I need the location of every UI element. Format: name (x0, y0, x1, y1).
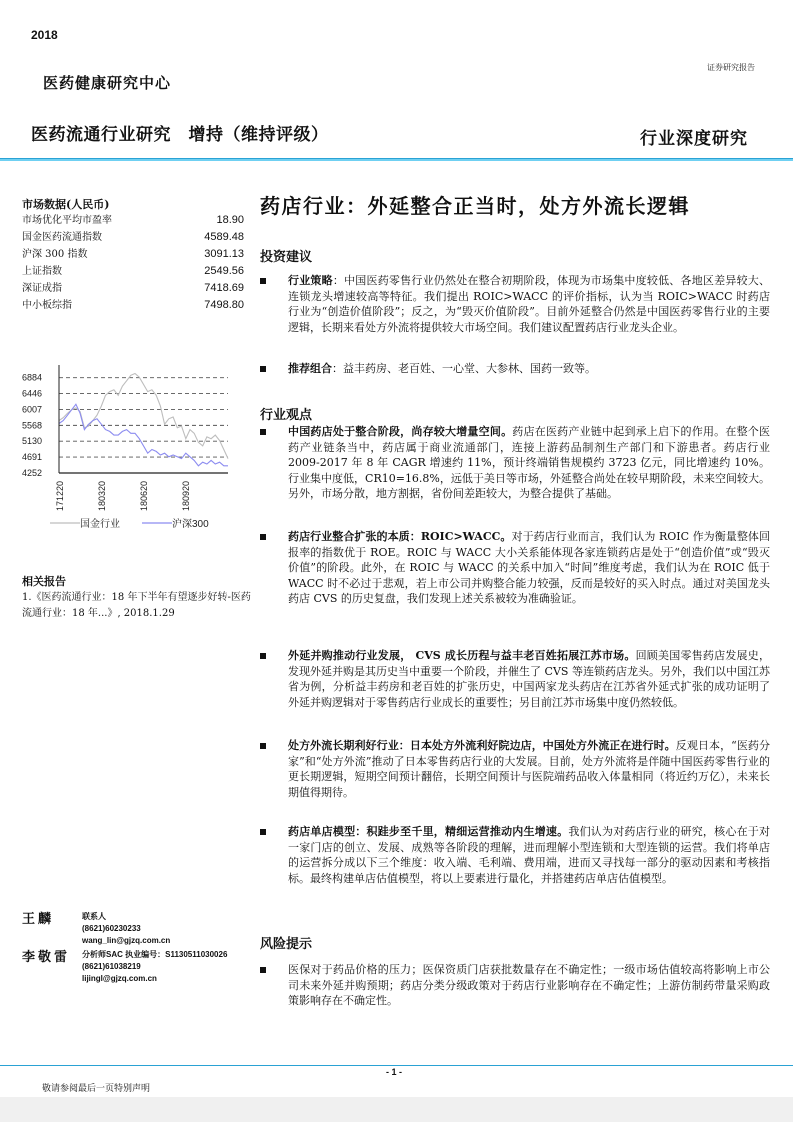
svg-text:6884: 6884 (22, 372, 43, 383)
market-data-value: 3091.13 (204, 248, 244, 260)
bullet-text: 对于药店行业而言，我们认为 ROIC 作为衡量整体回报率的指数优于 ROE。ROIC 与 WACC 大小关系能体现各家连锁药店是处于“创造价值”或“毁灭价值”的阶段。此外，在 ROIC 与 WACC 的关系中加入“时间”维度考虑，我们认为在 ROIC 低于 WACC 时不必过于悲观，若上市公司并购整合能力较强，反而是较好的买入时点。通过对美国龙头药店 CVS 的历史复盘，我们发现上述关系被较为准确验证。 (288, 530, 770, 605)
footer-divider (0, 1065, 793, 1066)
bullet-sep: ： (332, 274, 345, 287)
market-data-value: 4589.48 (204, 231, 244, 243)
bullet-square-icon (260, 829, 266, 835)
market-data-row (22, 297, 244, 314)
chart-series (59, 374, 228, 466)
footer-disclaimer: 敬请参阅最后一页特别声明 (42, 1084, 151, 1094)
bullet-square-icon (260, 278, 266, 284)
bullet-lead: 外延并购推动行业发展， CVS 成长历程与益丰老百姓拓展江苏市场。 (288, 649, 636, 662)
analyst-name: 李敬雷 (22, 950, 71, 965)
bullet-text: 中国医药零售行业仍然处在整合初期阶段，体现为市场集中度较低、各地区差异较大、连锁龙头增速较高等特征。我们提出 ROIC>WACC 的评价指标，认为当 ROIC>WACC 时药店行业为“创造价值阶段”；反之，为“毁灭价值阶段”。目前外延整合仍然是中国医药零售行业的主要逻辑，长期来看处方外流将提供较大市场空间。我们建议配置药店行业龙头企业。 (288, 274, 771, 334)
analyst-role: 分析师SAC 执业编号：S1130511030026 (82, 950, 228, 959)
legend-label-guojin: 国金行业 (80, 519, 120, 530)
report-year: 2018 (31, 28, 58, 42)
related-reports-title: 相关报告 (22, 575, 66, 588)
analyst-phone: (8621)61038219 (82, 962, 141, 971)
svg-text:180320: 180320 (97, 480, 107, 511)
market-data-row (22, 263, 244, 280)
svg-text:5568: 5568 (22, 420, 43, 431)
market-data-label: 中小板综指 (22, 300, 72, 311)
svg-text:4691: 4691 (22, 452, 43, 463)
index-comparison-chart (22, 355, 247, 535)
analyst-info (82, 949, 227, 985)
analyst-phone: (8621)60230233 (82, 924, 141, 933)
section-heading-risk: 风险提示 (260, 937, 313, 952)
svg-text:6446: 6446 (22, 388, 43, 399)
bullet-item (260, 738, 770, 800)
report-type-label: 证券研究报告 (707, 63, 755, 72)
bullet-text: 医保对于药品价格的压力；医保资质门店获批数量存在不确定性；一级市场估值较高将影响上市公司未来外延并购预期；药店分类分级政策对于药店行业影响存在不确定性；上游仿制药带量采购政策影响存在不确定性。 (288, 963, 770, 1007)
market-data-value: 18.90 (216, 214, 244, 226)
svg-text:180620: 180620 (139, 480, 149, 511)
bullet-item (260, 824, 770, 886)
market-data-title: 市场数据(人民币) (22, 198, 110, 211)
market-data-label: 深证成指 (22, 283, 62, 294)
market-data-value: 2549.56 (204, 265, 244, 277)
bullet-text: 我们认为对药店行业的研究，核心在于对一家门店的创立、发展、成熟等各阶段的理解，进而理解小型连锁和大型连锁的运营。我们将单店的运营拆分成以下三个维度：收入端、毛利端、费用端，进而又寻找每一部分的驱动因素和考核指标。最终构建单店估值模型，将以上要素进行量化，并搭建药店单店估值模型。 (288, 825, 771, 885)
line-chart-canvas (22, 355, 247, 535)
bullet-lead: 处方外流长期利好行业：日本处方外流利好院边店，中国处方外流正在进行时。 (288, 739, 676, 752)
bullet-lead: 中国药店处于整合阶段，尚存较大增量空间。 (288, 425, 513, 438)
bullet-item (260, 962, 770, 1009)
bullet-item (260, 529, 770, 607)
bullet-sep: ： (332, 362, 343, 375)
page-bottom-margin (0, 1097, 793, 1122)
svg-text:4252: 4252 (22, 468, 43, 478)
bullet-square-icon (260, 534, 266, 540)
market-data-label: 市场优化平均市盈率 (22, 215, 112, 226)
market-data-label: 国金医药流通指数 (22, 232, 102, 243)
market-data-table (22, 212, 244, 314)
page-number: - 1 - (386, 1067, 403, 1077)
market-data-row (22, 212, 244, 229)
analyst-email[interactable]: wang_lin@gjzq.com.cn (82, 936, 171, 945)
bullet-text: 益丰药房、老百姓、一心堂、大参林、国药一致等。 (343, 362, 596, 375)
bullet-lead: 推荐组合 (288, 362, 332, 375)
y-axis-labels (22, 373, 42, 478)
bullet-square-icon (260, 967, 266, 973)
bullet-square-icon (260, 653, 266, 659)
bullet-square-icon (260, 366, 266, 372)
bullet-lead: 药店单店模型：积跬步至千里，精细运营推动内生增速。 (288, 825, 569, 838)
bullet-lead: 行业策略 (288, 274, 333, 287)
analyst-card (22, 946, 262, 982)
market-data-row (22, 229, 244, 246)
report-main-title: 药店行业：外延整合正当时，处方外流长逻辑 (260, 194, 690, 218)
svg-text:180920: 180920 (181, 480, 191, 511)
report-category: 行业深度研究 (640, 129, 748, 149)
svg-text:5130: 5130 (22, 436, 43, 447)
research-center-name: 医药健康研究中心 (43, 74, 172, 92)
legend-label-hs300: 沪深300 (172, 519, 209, 530)
bullet-square-icon (260, 429, 266, 435)
market-data-label: 沪深 300 指数 (22, 249, 88, 260)
market-data-value: 7418.69 (204, 282, 244, 294)
market-data-row (22, 280, 244, 297)
bullet-square-icon (260, 743, 266, 749)
svg-text:171220: 171220 (55, 480, 65, 511)
x-axis-labels (55, 481, 191, 511)
analyst-name: 王麟 (22, 912, 55, 927)
analyst-info (82, 911, 170, 947)
bullet-item (260, 361, 770, 377)
bullet-text: 回顾美国零售药店发展史，发现外延并购是其历史当中重要一个阶段，并催生了 CVS 等连锁药店龙头。另外，我们以中国江苏省为例，分析益丰药房和老百姓的扩张历史，中国两家龙头药店在江苏省外延式扩张的成功证明了外延并购逻辑对于零售药店行业成长的重要性；另目前江苏市场集中度仍然较低。 (288, 649, 771, 709)
bullet-lead: 药店行业整合扩张的本质：ROIC>WACC。 (288, 530, 512, 543)
section-heading-industry-view: 行业观点 (260, 408, 313, 423)
market-data-label: 上证指数 (22, 266, 62, 277)
analyst-role: 联系人 (82, 912, 106, 921)
bullet-item (260, 273, 770, 335)
industry-rating-title: 医药流通行业研究 增持（维持评级） (31, 125, 329, 144)
bullet-item (260, 648, 770, 710)
market-data-value: 7498.80 (204, 299, 244, 311)
analyst-email[interactable]: lijingl@gjzq.com.cn (82, 974, 157, 983)
market-data-row (22, 246, 244, 263)
svg-text:6007: 6007 (22, 404, 43, 415)
section-heading-investment: 投资建议 (260, 250, 313, 265)
related-report-link[interactable]: 1.《医药流通行业：18 年下半年有望逐步好转-医药流通行业：18 年...》, 2018.1.29 (22, 592, 251, 619)
analyst-card (22, 908, 262, 944)
bullet-text: 药店在医药产业链中起到承上启下的作用。在整个医药产业链条当中，药店属于商业流通部门，连接上游药品制剂生产部门和下游患者。药店行业 2009-2017 年 8 年 CAGR 增速约 11%，预计终端销售规模约 3723 亿元，同比增速约 10%。行业集中度低，CR10=16.8%，远低于美日等市场，外延整合尚处在较早期阶段，未来空间较大。另外，市场分散，地方割据，省份间差距较大，为整合提供了基础。 (288, 425, 771, 500)
header-divider (0, 158, 793, 161)
bullet-text: 反观日本，“医药分家”和“处方外流”推动了日本零售药店行业的大发展。目前，处方外流将是伴随中国医药零售行业的更长期逻辑，短期空间预计翻倍，长期空间预计与医院端药品收入体量相同（将近约万亿），未来长期值得期待。 (288, 739, 771, 799)
bullet-item (260, 424, 770, 502)
chart-legend (50, 517, 209, 530)
